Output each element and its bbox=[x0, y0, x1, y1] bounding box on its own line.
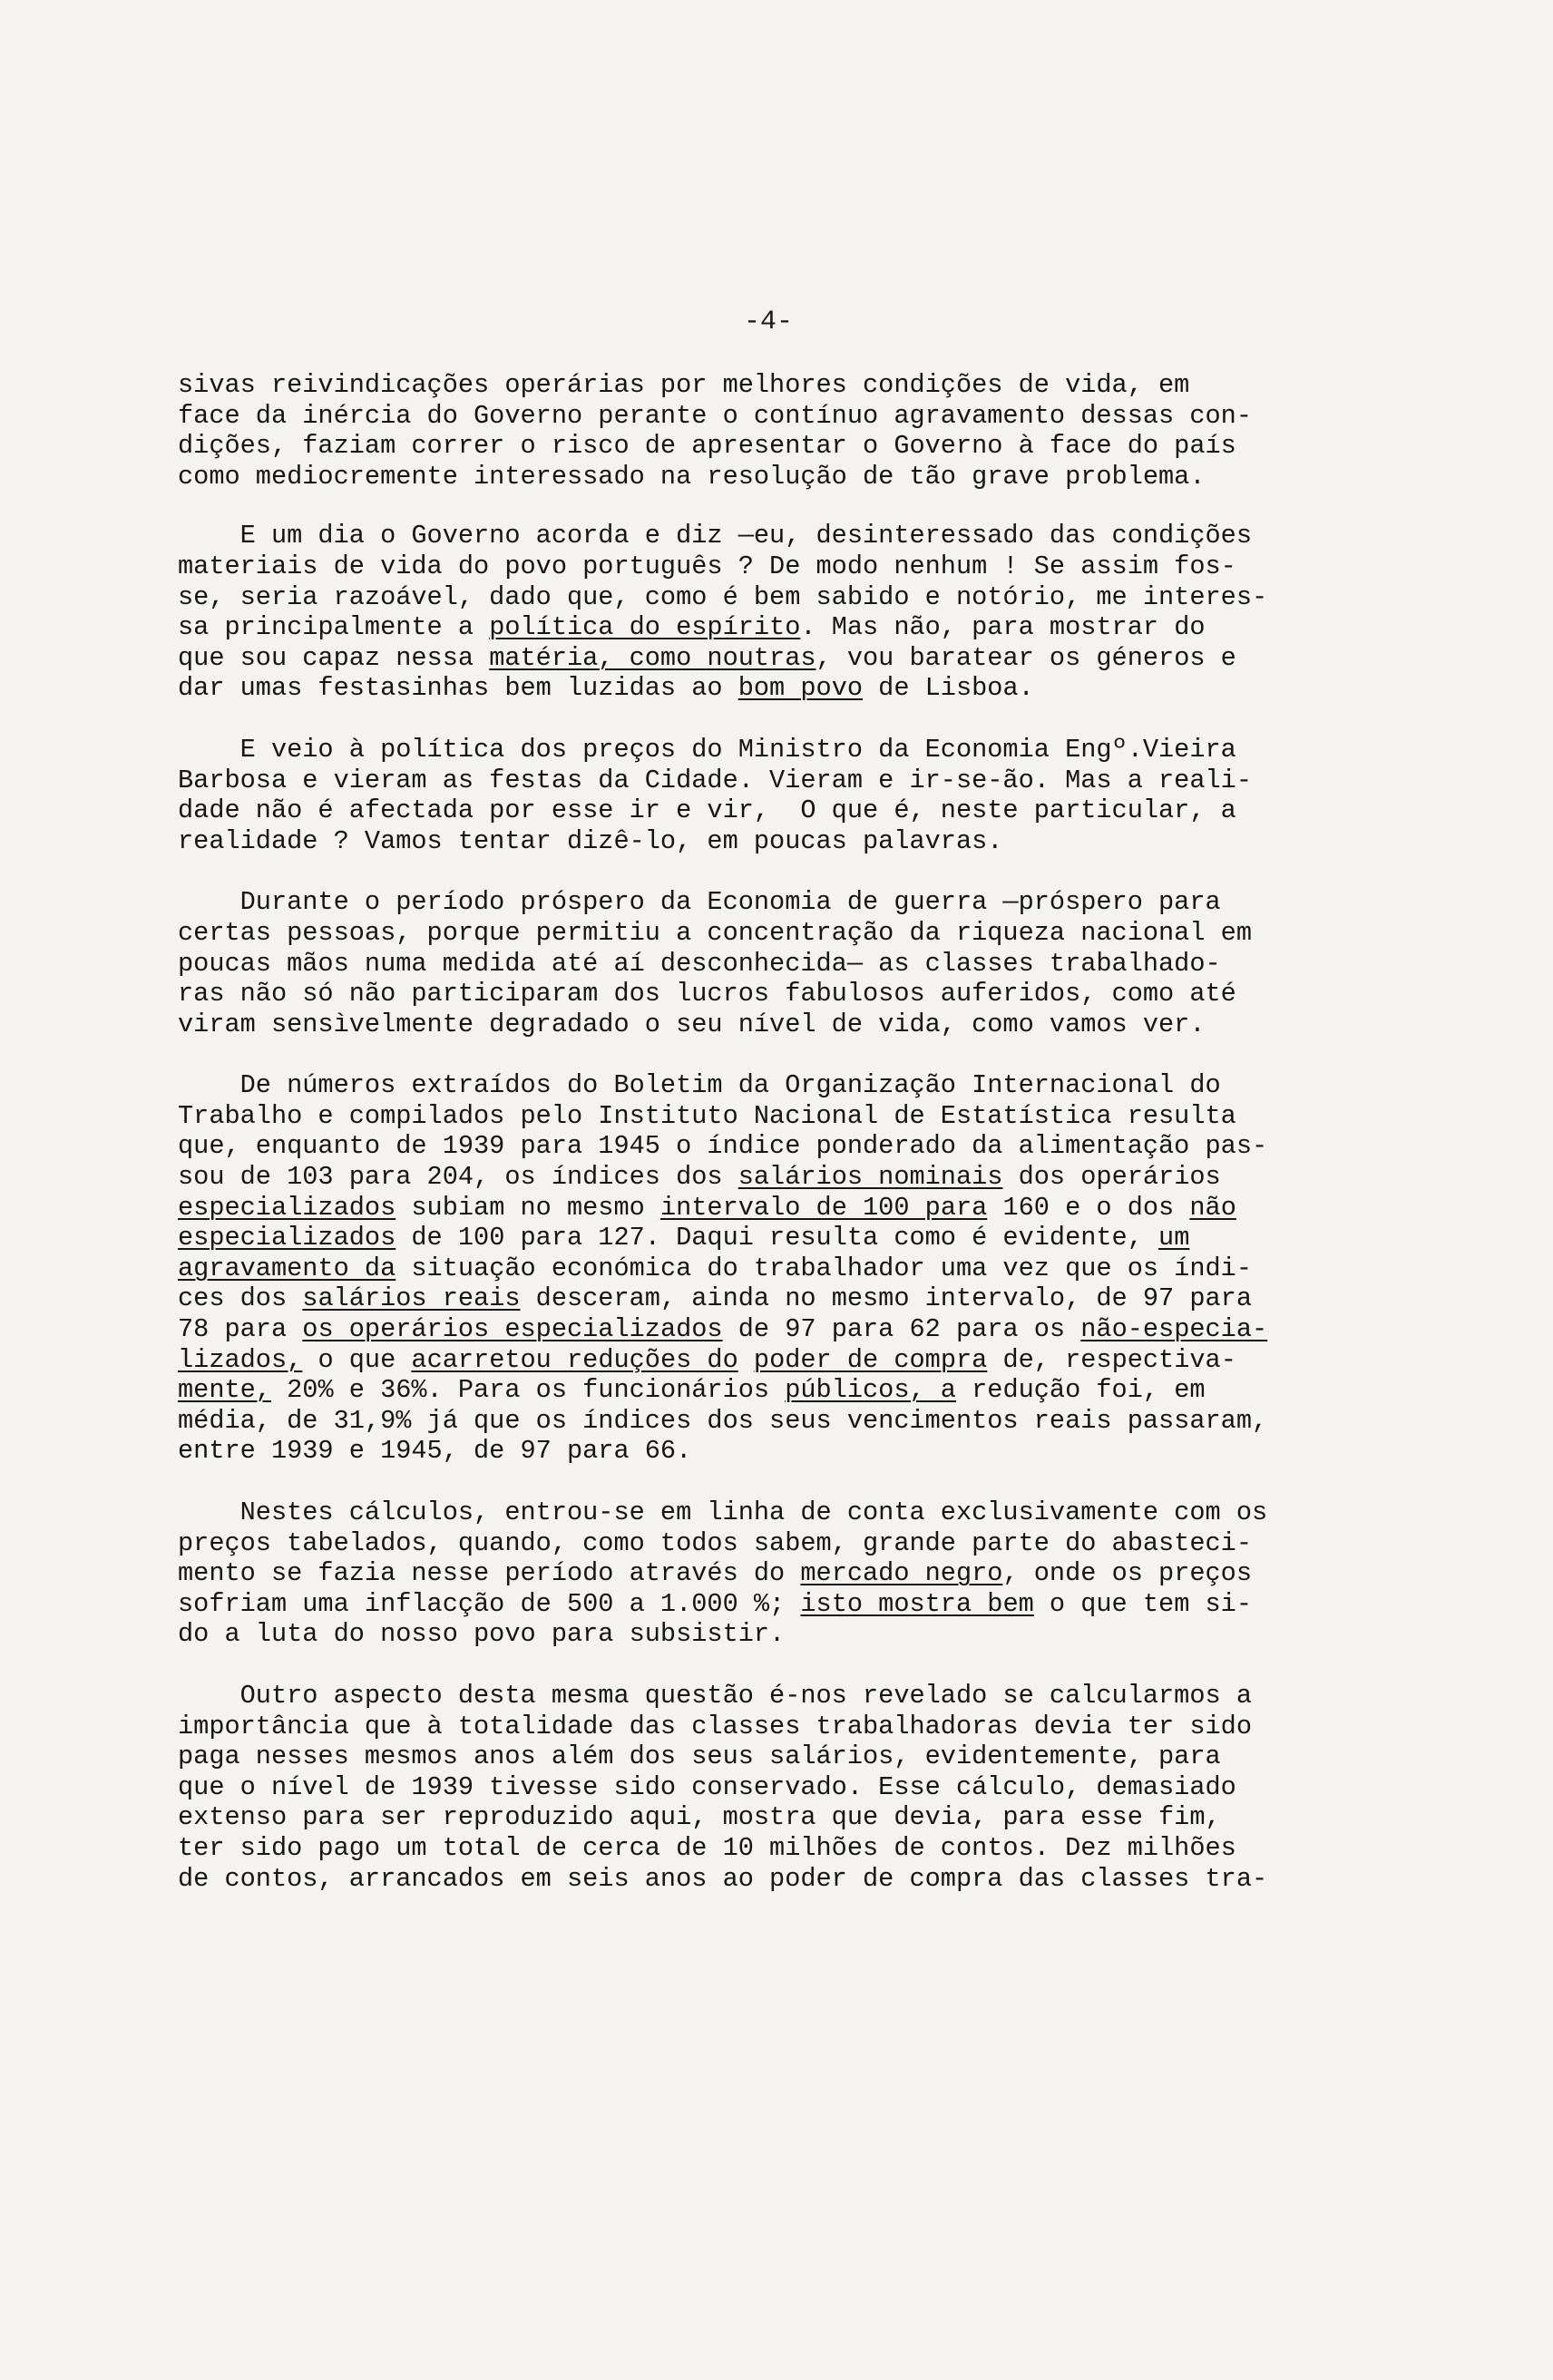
text-line bbox=[178, 1101, 1448, 1132]
text-line bbox=[178, 1345, 1448, 1376]
text-segment: do a luta do nosso povo para subsistir. bbox=[178, 1619, 786, 1650]
text-line bbox=[178, 643, 1448, 674]
text-line bbox=[178, 612, 1448, 643]
paragraph bbox=[178, 370, 1448, 492]
underlined-text: especializados bbox=[178, 1192, 396, 1223]
text-segment: certas pessoas, porque permitiu a concentração da riqueza nacional em bbox=[178, 917, 1252, 948]
text-line bbox=[178, 1558, 1448, 1589]
text-segment: Nestes cálculos, entrou-se em linha de conta exclusivamente com os bbox=[178, 1497, 1268, 1527]
text-segment: média, de 31,9% já que os índices dos seus vencimentos reais passaram, bbox=[178, 1405, 1268, 1436]
text-segment: realidade ? Vamos tentar dizê-lo, em poucas palavras. bbox=[178, 825, 1003, 856]
text-segment: 78 para bbox=[178, 1314, 303, 1345]
text-segment: dade não é afectada por esse ir e vir, O que é, neste particular, a bbox=[178, 795, 1236, 826]
text-line bbox=[178, 521, 1448, 551]
text-line bbox=[178, 1193, 1448, 1224]
text-segment: E veio à política dos preços do Ministro da Economia Engº.Vieira bbox=[178, 734, 1236, 765]
text-segment: , vou baratear os géneros e bbox=[816, 642, 1236, 673]
underlined-text: salários reais bbox=[302, 1283, 521, 1314]
text-segment: ces dos bbox=[178, 1283, 303, 1314]
text-segment: De números extraídos do Boletim da Organização Internacional do bbox=[178, 1070, 1221, 1101]
text-segment: o que bbox=[302, 1344, 412, 1375]
text-segment: Trabalho e compilados pelo Instituto Nacional de Estatística resulta bbox=[178, 1100, 1236, 1131]
text-line bbox=[178, 582, 1448, 613]
text-segment bbox=[738, 1345, 754, 1375]
underlined-text: não bbox=[1189, 1192, 1236, 1223]
text-segment: sivas reivindicações operárias por melhores condições de vida, em bbox=[178, 370, 1190, 400]
underlined-text: os operários especializados bbox=[302, 1314, 723, 1345]
text-line bbox=[178, 1833, 1448, 1864]
text-segment: o que tem si- bbox=[1033, 1588, 1252, 1619]
text-line bbox=[178, 1223, 1448, 1253]
underlined-text: especializados bbox=[178, 1223, 396, 1253]
text-line bbox=[178, 1406, 1448, 1437]
text-segment: extenso para ser reproduzido aqui, mostra que devia, para esse fim, bbox=[178, 1802, 1221, 1833]
text-line bbox=[178, 1802, 1448, 1833]
text-segment: de contos, arrancados em seis anos ao poder de compra das classes tra- bbox=[178, 1863, 1268, 1894]
text-line bbox=[178, 1010, 1448, 1040]
paragraph bbox=[178, 1497, 1448, 1650]
underlined-text: política do espírito bbox=[489, 612, 801, 643]
text-segment: paga nesses mesmos anos além dos seus salários, evidentemente, para bbox=[178, 1741, 1221, 1772]
paragraph bbox=[178, 521, 1448, 704]
text-segment: que sou capaz nessa bbox=[178, 642, 490, 673]
text-line bbox=[178, 1131, 1448, 1162]
text-line bbox=[178, 918, 1448, 949]
paragraph bbox=[178, 1070, 1448, 1467]
text-segment: subiam no mesmo bbox=[396, 1192, 660, 1223]
text-segment: 20% e 36%. Para os funcionários bbox=[270, 1375, 786, 1406]
text-segment: que, enquanto de 1939 para 1945 o índice ponderado da alimentação pas- bbox=[178, 1131, 1268, 1162]
text-line bbox=[178, 1314, 1448, 1345]
text-line bbox=[178, 766, 1448, 796]
text-segment: dar umas festasinhas bem luzidas ao bbox=[178, 673, 738, 704]
underlined-text: acarretou reduções do bbox=[411, 1344, 738, 1375]
text-line bbox=[178, 431, 1448, 462]
underlined-text: lizados, bbox=[178, 1344, 303, 1375]
text-line bbox=[178, 462, 1448, 493]
text-segment: sa principalmente a bbox=[178, 612, 490, 643]
text-segment: dições, faziam correr o risco de apresentar o Governo à face do país bbox=[178, 431, 1236, 462]
text-segment: se, seria razoável, dado que, como é bem sabido e notório, me interes- bbox=[178, 581, 1268, 612]
text-line bbox=[178, 370, 1448, 401]
text-line bbox=[178, 1681, 1448, 1712]
paragraph bbox=[178, 1681, 1448, 1894]
text-line bbox=[178, 401, 1448, 432]
page-number: -4- bbox=[744, 307, 794, 337]
underlined-text: salários nominais bbox=[737, 1162, 1003, 1193]
body-text bbox=[178, 370, 1448, 1894]
text-segment: materiais de vida do povo português ? De modo nenhum ! Se assim fos- bbox=[178, 551, 1236, 581]
text-line bbox=[178, 795, 1448, 826]
text-line bbox=[178, 1162, 1448, 1193]
text-line bbox=[178, 1741, 1448, 1772]
text-segment: entre 1939 e 1945, de 97 para 66. bbox=[178, 1436, 692, 1467]
underlined-text: mente, bbox=[178, 1375, 271, 1406]
text-line bbox=[178, 1772, 1448, 1803]
underlined-text: isto mostra bem bbox=[800, 1588, 1034, 1619]
text-line bbox=[178, 1589, 1448, 1620]
underlined-text: poder de compra bbox=[753, 1344, 988, 1375]
underlined-text: agravamento da bbox=[178, 1253, 396, 1283]
underlined-text: públicos, a bbox=[785, 1375, 956, 1406]
text-line bbox=[178, 949, 1448, 980]
text-segment: viram sensìvelmente degradado o seu nível de vida, como vamos ver. bbox=[178, 1009, 1206, 1039]
text-line bbox=[178, 1283, 1448, 1314]
underlined-text: matéria, como noutras bbox=[489, 642, 816, 673]
text-segment: de, respectiva- bbox=[987, 1344, 1236, 1375]
text-line bbox=[178, 979, 1448, 1010]
underlined-text: bom povo bbox=[737, 673, 864, 704]
text-line bbox=[178, 735, 1448, 766]
text-segment: Outro aspecto desta mesma questão é-nos revelado se calcularmos a bbox=[178, 1680, 1252, 1711]
underlined-text: mercado negro bbox=[800, 1558, 1003, 1589]
text-segment: preços tabelados, quando, como todos sabem, grande parte do abasteci- bbox=[178, 1527, 1252, 1558]
text-segment: ter sido pago um total de cerca de 10 milhões de contos. Dez milhões bbox=[178, 1832, 1236, 1863]
text-segment: de 97 para 62 para os bbox=[722, 1314, 1081, 1345]
text-segment: sofriam uma inflacção de 500 a 1.000 %; bbox=[178, 1588, 801, 1619]
text-line bbox=[178, 1253, 1448, 1284]
underlined-text: um bbox=[1158, 1223, 1190, 1253]
text-segment: mento se fazia nesse período através do bbox=[178, 1558, 801, 1589]
text-segment: face da inércia do Governo perante o contínuo agravamento dessas con- bbox=[178, 400, 1252, 431]
text-segment: . Mas não, para mostrar do bbox=[800, 612, 1206, 643]
text-segment: redução foi, em bbox=[955, 1375, 1206, 1406]
paragraph bbox=[178, 735, 1448, 856]
text-segment: de Lisboa. bbox=[863, 673, 1034, 704]
text-segment: como mediocremente interessado na resolução de tão grave problema. bbox=[178, 461, 1206, 492]
text-line bbox=[178, 1864, 1448, 1895]
text-segment: Barbosa e vieram as festas da Cidade. Vieram e ir-se-ão. Mas a reali- bbox=[178, 765, 1252, 795]
text-segment: situação económica do trabalhador uma vez que os índi- bbox=[396, 1253, 1252, 1283]
text-segment: Durante o período próspero da Economia de guerra —próspero para bbox=[178, 887, 1221, 918]
text-line bbox=[178, 1619, 1448, 1650]
paragraph bbox=[178, 887, 1448, 1039]
text-segment: desceram, ainda no mesmo intervalo, de 97 para bbox=[520, 1283, 1252, 1314]
text-segment: ras não só não participaram dos lucros fabulosos auferidos, como até bbox=[178, 979, 1236, 1010]
underlined-text: não-especia- bbox=[1080, 1314, 1268, 1345]
text-segment: dos operários bbox=[1002, 1162, 1221, 1193]
text-segment: poucas mãos numa medida até aí desconhecida— as classes trabalhado- bbox=[178, 948, 1221, 979]
text-line bbox=[178, 673, 1448, 704]
text-line bbox=[178, 551, 1448, 582]
underlined-text: intervalo de 100 para bbox=[659, 1192, 988, 1223]
text-line bbox=[178, 826, 1448, 857]
text-line bbox=[178, 1497, 1448, 1528]
text-segment: que o nível de 1939 tivesse sido conservado. Esse cálculo, demasiado bbox=[178, 1771, 1236, 1802]
text-segment: importância que à totalidade das classes trabalhadoras devia ter sido bbox=[178, 1711, 1252, 1741]
text-line bbox=[178, 1436, 1448, 1467]
text-line bbox=[178, 1528, 1448, 1559]
text-segment: , onde os preços bbox=[1002, 1558, 1252, 1589]
text-segment: sou de 103 para 204, os índices dos bbox=[178, 1162, 738, 1193]
text-line bbox=[178, 887, 1448, 918]
text-line bbox=[178, 1712, 1448, 1742]
text-segment: de 100 para 127. Daqui resulta como é evidente, bbox=[396, 1223, 1159, 1253]
text-line bbox=[178, 1070, 1448, 1101]
text-line bbox=[178, 1375, 1448, 1406]
text-segment: E um dia o Governo acorda e diz —eu, desinteressado das condições bbox=[178, 521, 1252, 551]
text-segment: 160 e o dos bbox=[987, 1192, 1190, 1223]
